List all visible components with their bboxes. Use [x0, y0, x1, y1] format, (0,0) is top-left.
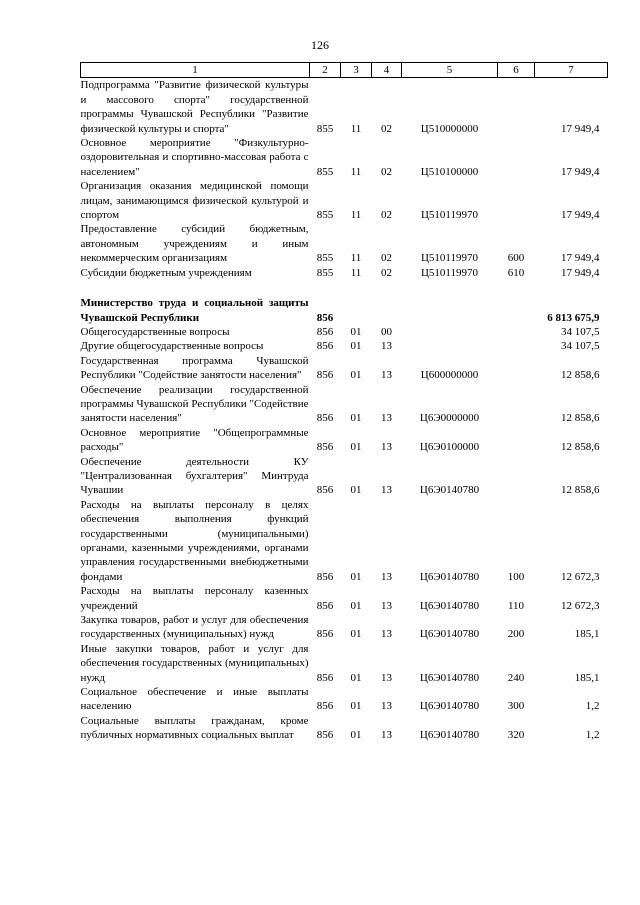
cell-section: 01 — [350, 340, 362, 353]
cell-subsection: 02 — [381, 266, 392, 279]
cell-ministry-code: 855 — [316, 209, 334, 222]
table-row — [81, 296, 608, 325]
cell-ministry-code: 856 — [316, 484, 334, 497]
table-header-row — [81, 63, 608, 78]
row-name: Расходы на выплаты персоналу казенных учреждений — [80, 585, 309, 612]
cell-expense-type — [498, 455, 535, 498]
table-row — [81, 266, 608, 280]
cell-section: 01 — [350, 628, 362, 641]
cell-target-article: Ц6Э0140780 — [419, 671, 480, 684]
cell-amount: 34 107,5 — [561, 325, 600, 338]
cell-target-article: Ц510100000 — [420, 165, 479, 178]
cell-subsection: 13 — [381, 412, 392, 425]
cell-expense-type — [498, 339, 535, 353]
cell-section: 11 — [350, 266, 362, 279]
cell-amount: 12 858,6 — [561, 412, 600, 425]
cell-expense-type — [498, 296, 535, 325]
col-header-4: 4 — [372, 63, 402, 78]
cell-expense-type: 100 — [507, 570, 525, 583]
cell-section: 01 — [350, 671, 362, 684]
cell-amount: 12 858,6 — [561, 369, 600, 382]
cell-ministry-code: 855 — [316, 122, 334, 135]
table-row — [81, 714, 608, 743]
col-header-3: 3 — [341, 63, 372, 78]
cell-subsection: 02 — [381, 209, 392, 222]
cell-section: 11 — [350, 165, 362, 178]
cell-section: 11 — [350, 209, 362, 222]
cell-target-article: Ц510000000 — [420, 122, 479, 135]
cell-target-article: Ц600000000 — [420, 369, 479, 382]
cell-section: 01 — [350, 599, 362, 612]
row-name: Расходы на выплаты персоналу в целях обеспечения выполнения функций государственными (муниципальными) органами, казенными учреждениями, органами управления государственными внебюджетными фондами — [80, 498, 309, 583]
cell-ministry-code: 855 — [316, 165, 334, 178]
cell-amount: 12 672,3 — [561, 599, 600, 612]
cell-amount: 185,1 — [574, 671, 600, 684]
table-row — [81, 426, 608, 455]
table-row — [81, 136, 608, 179]
table-row — [81, 325, 608, 339]
cell-section: 01 — [350, 729, 362, 742]
cell-target-article: Ц6Э0140780 — [419, 628, 480, 641]
row-name: Социальные выплаты гражданам, кроме публичных нормативных социальных выплат — [80, 714, 309, 742]
cell-ministry-code: 856 — [316, 729, 334, 742]
cell-subsection: 00 — [381, 325, 392, 338]
cell-subsection: 13 — [381, 628, 392, 641]
cell-expense-type: 240 — [507, 671, 525, 684]
cell-amount: 12 672,3 — [561, 570, 600, 583]
cell-amount: 17 949,4 — [561, 252, 600, 265]
cell-section: 01 — [350, 325, 362, 338]
col-header-6: 6 — [498, 63, 535, 78]
cell-subsection: 13 — [381, 671, 392, 684]
cell-ministry-code: 856 — [316, 570, 334, 583]
cell-target-article: Ц6Э0140780 — [419, 599, 480, 612]
row-name: Организация оказания медицинской помощи лицам, занимающимся физической культурой и спортом — [80, 180, 309, 222]
table-row — [81, 685, 608, 714]
cell-expense-type: 320 — [507, 729, 525, 742]
cell-amount: 17 949,4 — [561, 165, 600, 178]
cell-section: 01 — [350, 412, 362, 425]
cell-section: 01 — [350, 484, 362, 497]
cell-subsection — [372, 296, 402, 325]
table-row — [81, 642, 608, 685]
cell-target-article — [402, 325, 498, 339]
cell-target-article: Ц6Э0140780 — [419, 570, 480, 583]
cell-ministry-code: 856 — [316, 599, 334, 612]
table-row — [81, 383, 608, 426]
budget-table — [80, 62, 608, 743]
cell-subsection: 13 — [381, 570, 392, 583]
row-name: Государственная программа Чувашской Республики "Содействие занятости населения" — [80, 354, 309, 382]
cell-ministry-code: 856 — [316, 700, 334, 713]
spacer-row — [81, 280, 608, 296]
row-name: Обеспечение реализации государственной программы Чувашской Республики "Содействие занятости населения" — [80, 383, 309, 425]
table-row — [81, 455, 608, 498]
cell-target-article: Ц510119970 — [420, 252, 479, 265]
row-name: Подпрограмма "Развитие физической культуры и массового спорта" государственной программы Чувашской Республики "Развитие физической культуры и спорта" — [80, 79, 309, 135]
cell-ministry-code: 856 — [316, 671, 334, 684]
cell-target-article: Ц6Э0000000 — [419, 412, 480, 425]
cell-ministry-code: 856 — [316, 311, 334, 324]
row-name: Основное мероприятие "Физкультурно-оздоровительная и спортивно-массовая работа с населением" — [80, 137, 309, 178]
cell-target-article: Ц6Э0140780 — [419, 484, 480, 497]
cell-expense-type: 600 — [507, 252, 525, 265]
table-row — [81, 78, 608, 136]
cell-expense-type — [498, 354, 535, 383]
col-header-2: 2 — [310, 63, 341, 78]
row-name: Общегосударственные вопросы — [80, 325, 230, 338]
cell-subsection: 02 — [381, 122, 392, 135]
cell-amount: 1,2 — [585, 700, 600, 713]
cell-expense-type: 610 — [507, 266, 525, 279]
cell-subsection: 13 — [381, 369, 392, 382]
cell-expense-type: 200 — [507, 628, 525, 641]
cell-amount: 6 813 675,9 — [547, 311, 600, 324]
cell-subsection: 13 — [381, 484, 392, 497]
cell-expense-type: 300 — [507, 700, 525, 713]
cell-section: 01 — [350, 441, 362, 454]
cell-amount: 17 949,4 — [561, 209, 600, 222]
cell-section: 01 — [350, 570, 362, 583]
row-name: Предоставление субсидий бюджетным, автономным учреждениям и иным некоммерческим организациям — [80, 223, 309, 265]
cell-target-article: Ц6Э0140780 — [419, 729, 480, 742]
cell-ministry-code: 855 — [316, 252, 334, 265]
spacer-cell — [81, 280, 608, 296]
cell-amount: 17 949,4 — [561, 266, 600, 279]
row-name: Основное мероприятие "Общепрограммные расходы" — [80, 426, 309, 454]
cell-expense-type — [498, 426, 535, 455]
cell-ministry-code: 856 — [316, 412, 334, 425]
table-row — [81, 179, 608, 222]
row-name: Социальное обеспечение и иные выплаты населению — [80, 686, 309, 713]
cell-subsection: 02 — [381, 252, 392, 265]
cell-subsection: 13 — [381, 441, 392, 454]
cell-amount: 185,1 — [574, 628, 600, 641]
cell-amount: 12 858,6 — [561, 441, 600, 454]
cell-section: 11 — [350, 252, 362, 265]
cell-expense-type — [498, 78, 535, 136]
page-number: 126 — [311, 38, 329, 52]
cell-amount: 34 107,5 — [561, 340, 600, 353]
cell-target-article — [402, 296, 498, 325]
cell-target-article: Ц510119970 — [420, 209, 479, 222]
cell-ministry-code: 856 — [316, 340, 334, 353]
row-name: Другие общегосударственные вопросы — [80, 340, 264, 353]
col-header-5: 5 — [402, 63, 498, 78]
cell-section: 01 — [350, 369, 362, 382]
cell-amount: 17 949,4 — [561, 122, 600, 135]
cell-subsection: 13 — [381, 729, 392, 742]
cell-section: 11 — [350, 122, 362, 135]
table-row — [81, 354, 608, 383]
table-row — [81, 222, 608, 265]
cell-expense-type — [498, 179, 535, 222]
cell-ministry-code: 856 — [316, 628, 334, 641]
cell-expense-type — [498, 325, 535, 339]
row-name: Иные закупки товаров, работ и услуг для обеспечения государственных (муниципальных) нужд — [80, 642, 309, 684]
cell-expense-type: 110 — [507, 599, 525, 612]
table-body — [81, 78, 608, 743]
row-name: Обеспечение деятельности КУ "Централизованная бухгалтерия" Минтруда Чувашии — [80, 455, 309, 497]
cell-subsection: 13 — [381, 340, 392, 353]
col-header-7: 7 — [535, 63, 608, 78]
cell-section: 01 — [350, 700, 362, 713]
cell-ministry-code: 855 — [316, 266, 334, 279]
cell-section — [341, 296, 372, 325]
cell-ministry-code: 856 — [316, 369, 334, 382]
cell-target-article: Ц6Э0140780 — [419, 700, 480, 713]
cell-ministry-code: 856 — [316, 441, 334, 454]
col-header-1: 1 — [81, 63, 310, 78]
cell-expense-type — [498, 383, 535, 426]
cell-target-article: Ц510119970 — [420, 266, 479, 279]
row-name: Министерство труда и социальной защиты Чувашской Республики — [80, 297, 309, 324]
table-row — [81, 498, 608, 584]
cell-target-article — [402, 339, 498, 353]
cell-ministry-code: 856 — [316, 325, 334, 338]
row-name: Субсидии бюджетным учреждениям — [80, 266, 252, 279]
cell-amount: 12 858,6 — [561, 484, 600, 497]
cell-amount: 1,2 — [585, 729, 600, 742]
table-row — [81, 339, 608, 353]
cell-subsection: 02 — [381, 165, 392, 178]
cell-expense-type — [498, 136, 535, 179]
table-row — [81, 584, 608, 613]
table-row — [81, 613, 608, 642]
cell-subsection: 13 — [381, 700, 392, 713]
cell-target-article: Ц6Э0100000 — [419, 441, 480, 454]
row-name: Закупка товаров, работ и услуг для обеспечения государственных (муниципальных) нужд — [80, 614, 309, 641]
cell-subsection: 13 — [381, 599, 392, 612]
